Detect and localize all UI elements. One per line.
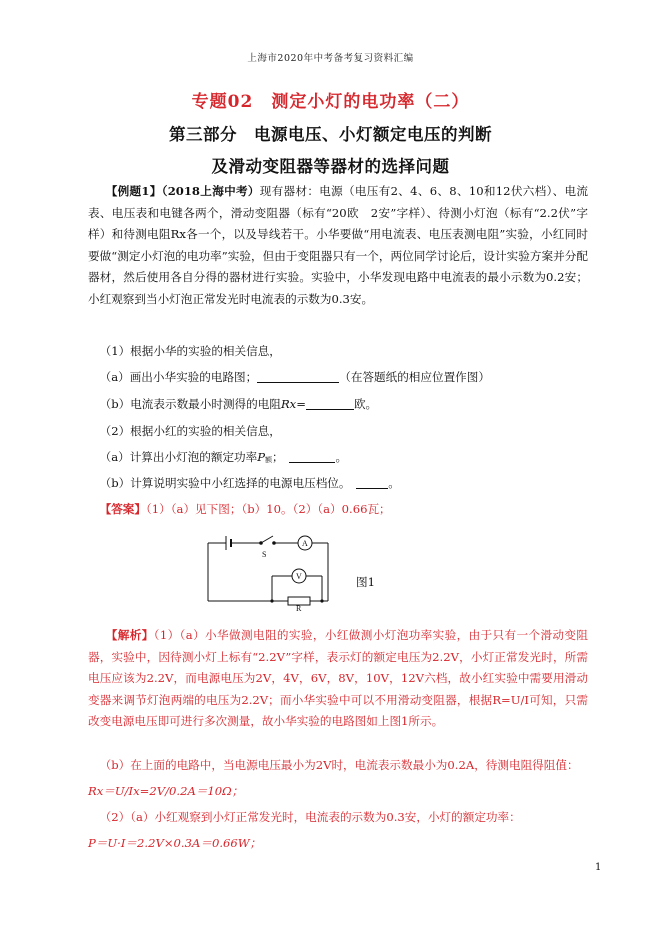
analysis-formula-b: Rx＝U/Ix=2V/0.2A＝10Ω；: [88, 784, 244, 798]
question-1a-text: （a）画出小华实验的电路图；: [99, 370, 258, 384]
question-1b-unit: 欧。: [353, 397, 378, 411]
topic-title: 专题02 测定小灯的电功率（二）: [191, 92, 470, 112]
section-title: 第三部分 电源电压、小灯额定电压的判断: [169, 125, 492, 144]
answer-text: （1）（a）见下图；（b）10。（2）（a）0.66瓦；: [145, 502, 391, 516]
example-problem: [88, 181, 588, 310]
analysis-label: 【解析】: [105, 628, 154, 642]
question-2a: （a）计算出小灯泡的额定功率P额； 。: [99, 450, 348, 464]
question-1b-variable: Rx: [280, 397, 297, 411]
question-2b-text: （b）计算说明实验中小红选择的电源电压档位。: [99, 476, 351, 490]
junction-dot: [270, 599, 273, 602]
question-2: [88, 421, 588, 442]
question-2a-end: 。: [335, 450, 348, 464]
page-header: 上海市2020年中考备考复习资料汇编: [247, 53, 414, 64]
question-1a: [88, 367, 588, 388]
question-2a-subscript: 额: [265, 456, 273, 464]
example-label: 【例题1】: [105, 184, 162, 198]
voltmeter-label: V: [296, 572, 302, 581]
junction-dot: [320, 599, 323, 602]
question-1: [88, 341, 588, 362]
figure-caption: 图1: [356, 575, 375, 589]
question-2b-end: 。: [388, 476, 400, 490]
question-2-text: （2）根据小红的实验的相关信息，: [99, 424, 281, 438]
analysis-part-b: [88, 755, 588, 776]
analysis-part-b-text: （b）在上面的电路中，当电源电压最小为2V时，电流表示数最小为0.2A，待测电阻得阻值：: [99, 758, 579, 772]
question-1b-text: （b）电流表示数最小时测得的电阻: [99, 397, 281, 411]
ammeter-label: A: [302, 539, 308, 548]
example-text: 现有器材：电源（电压有2、4、6、8、10和12伏六档）、电流表、电压表和电键各两个，滑动变阻器（标有“20欧 2安”字样）、待测小灯泡（标有“2.2伏”字样）和待测电阻Rx各一个，以及导线若干。小华要做“用电流表、电压表测电阻”实验，小红同时要做“测定小灯泡的电功率”实验，但由于变阻器只有一个，两位同学讨论后，设计实验方案并分配器材，然后使用各自分得的器材进行实验。实验中，小华发现电路中电流表的最小示数为0.2安；小红观察到当小灯泡正常发光时电流表的示数为0.3安。: [88, 184, 589, 306]
analysis-part-c-text: （2）（a）小红观察到小灯正常发光时，电流表的示数为0.3安，小灯的额定功率：: [99, 810, 521, 824]
question-1a-note: （在答题纸的相应位置作图）: [339, 370, 490, 384]
analysis-formula-c: P＝U·I＝2.2V×0.3A＝0.66W；: [88, 836, 262, 850]
analysis-part-c: [88, 807, 588, 828]
analysis-paragraph: [88, 625, 588, 733]
page-number: 1: [595, 862, 602, 873]
question-2a-text: （a）计算出小灯泡的额定功率: [99, 450, 258, 464]
question-1-text: （1）根据小华的实验的相关信息，: [99, 344, 281, 358]
answer-blank[interactable]: [356, 475, 388, 489]
switch-label: S: [262, 550, 267, 559]
question-2a-variable: P: [257, 450, 266, 464]
answer-blank[interactable]: [257, 369, 339, 383]
example-source: （2018上海中考）: [161, 184, 260, 198]
answer-label: 【答案】: [99, 502, 146, 516]
circuit-diagram: [206, 531, 330, 611]
question-1b: （b）电流表示数最小时测得的电阻Rx= 欧。: [99, 397, 378, 411]
resistor-label: R: [296, 604, 302, 611]
answer-blank[interactable]: [289, 449, 335, 463]
section-subtitle: 及滑动变阻器等器材的选择问题: [211, 157, 450, 176]
switch-lever: [261, 536, 273, 543]
answer-blank[interactable]: [306, 396, 354, 410]
answer-line: [88, 499, 588, 520]
analysis-text: （1）（a）小华做测电阻的实验，小红做测小灯泡功率实验，由于只有一个滑动变阻器，实验中，因待测小灯上标有“2.2V”字样，表示灯的额定电压为2.2V，小灯正常发光时，所需电压应该为2.2V，而电源电压为2V，4V，6V，8V，10V，12V六档，故小红实验中需要用滑动变器来调节灯泡两端的电压为2.2V；而小华实验中可以不用滑动变阻器，根据R=U/I可知，只需改变电源电压即可进行多次测量，故小华实验的电路图如上图1所示。: [88, 628, 588, 728]
question-2b: [88, 473, 588, 494]
